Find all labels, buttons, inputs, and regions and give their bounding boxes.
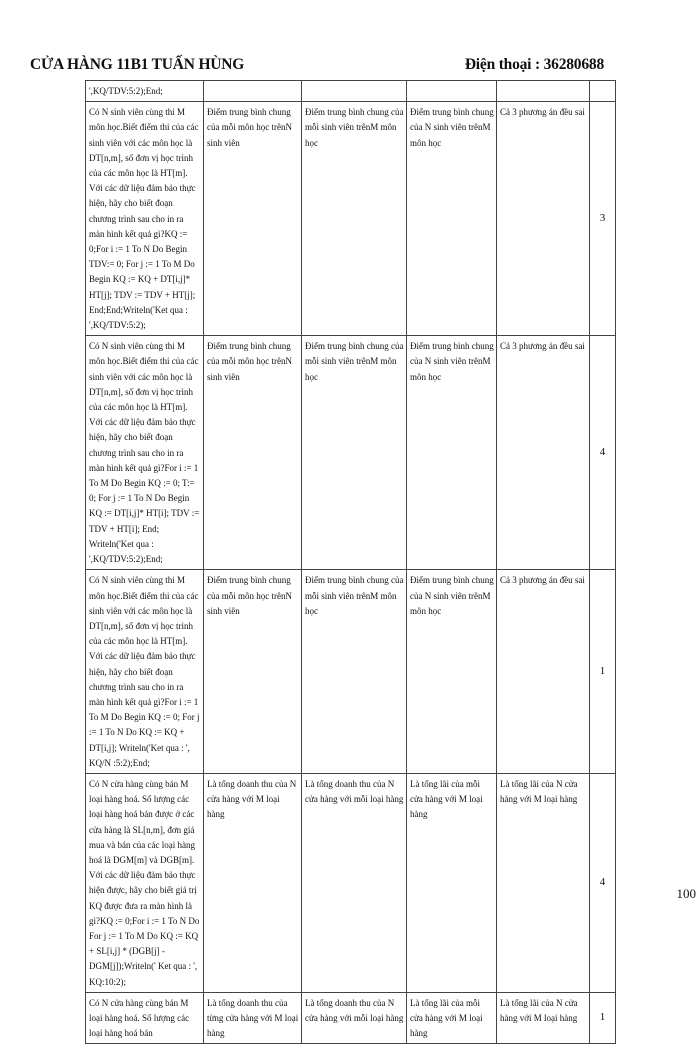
option-c-cell: Là tổng lãi của mỗi cửa hàng với M loại hàng bbox=[407, 992, 497, 1044]
table-row bbox=[86, 81, 616, 102]
option-a-cell: Là tổng doanh thu của từng cửa hàng với M loại hàng bbox=[204, 992, 302, 1044]
answer-cell: 4 bbox=[590, 336, 616, 570]
option-d-cell: Cả 3 phương án đều sai bbox=[497, 336, 590, 570]
answer-cell bbox=[590, 81, 616, 102]
question-cell: Có N cửa hàng cùng bán M loại hàng hoá. Số lượng các loại hàng hoá bán được ở các cửa hàng là SL[n,m], đơn giá mua và bán của các loại hàng hoá là DGM[m] và DGB[m]. Với các dữ liệu đảm bảo thực hiện được, hãy cho biết giá trị KQ được đưa ra màn hình là gì?KQ := 0;For i := 1 To N Do For j := 1 To M Do KQ := KQ + SL[i,j] * (DGB[j] - DGM[j]);Writeln(' Ket qua : ', KQ:10:2); bbox=[86, 773, 204, 992]
option-a-cell: Điểm trung bình chung của mỗi môn học trênN sinh viên bbox=[204, 570, 302, 774]
table-row bbox=[86, 570, 616, 774]
question-cell: Có N sinh viên cùng thi M môn học.Biết điểm thi của các sinh viên với các môn học là DT[n,m], số đơn vị học trình của các môn học là HT[m]. Với các dữ liệu đảm bảo thực hiện, hãy cho biết đoạn chương trình sau cho in ra màn hình kết quả gì?KQ := 0;For i := 1 To N Do Begin TDV:= 0; For j := 1 To M Do Begin KQ := KQ + DT[i,j]* HT[j]; TDV := TDV + HT[j]; End;End;Writeln('Ket qua : ',KQ/TDV:5:2); bbox=[86, 102, 204, 336]
option-b-cell: Điểm trung bình chung của mỗi sinh viên trênM môn học bbox=[302, 102, 407, 336]
option-a-cell: Điểm trung bình chung của mỗi môn học trênN sinh viên bbox=[204, 102, 302, 336]
phone-number: Điện thoại : 36280688 bbox=[464, 56, 604, 73]
option-c-cell: Điểm trung bình chung của N sinh viên trênM môn học bbox=[407, 336, 497, 570]
option-b-cell: Điểm trung bình chung của mỗi sinh viên trênM môn học bbox=[302, 336, 407, 570]
option-c-cell bbox=[407, 81, 497, 102]
option-c-cell: Điểm trung bình chung của N sinh viên trênM môn học bbox=[407, 570, 497, 774]
option-d-cell: Cả 3 phương án đều sai bbox=[497, 102, 590, 336]
option-a-cell bbox=[204, 81, 302, 102]
answer-cell: 3 bbox=[590, 102, 616, 336]
table-row bbox=[86, 773, 616, 992]
option-d-cell: Cả 3 phương án đều sai bbox=[497, 570, 590, 774]
option-a-cell: Điểm trung bình chung của mỗi môn học trênN sinh viên bbox=[204, 336, 302, 570]
table-row bbox=[86, 336, 616, 570]
option-c-cell: Là tổng lãi của mỗi cửa hàng với M loại hàng bbox=[407, 773, 497, 992]
question-cell: ',KQ/TDV:5:2);End; bbox=[86, 81, 204, 102]
table-row bbox=[86, 102, 616, 336]
question-cell: Có N sinh viên cùng thi M môn học.Biết điểm thi của các sinh viên với các môn học là DT[n,m], số đơn vị học trình của các môn học là HT[m]. Với các dữ liệu đảm bảo thực hiện, hãy cho biết đoạn chương trình sau cho in ra màn hình kết quả gì?For i := 1 To M Do Begin KQ := 0; For j := 1 To N Do KQ := KQ + DT[i,j]; Writeln('Ket qua : ', KQ/N :5:2);End; bbox=[86, 570, 204, 774]
table-row bbox=[86, 992, 616, 1044]
question-table bbox=[85, 80, 616, 1044]
option-d-cell bbox=[497, 81, 590, 102]
option-d-cell: Là tổng lãi của N cửa hàng với M loại hàng bbox=[497, 992, 590, 1044]
option-b-cell: Là tổng doanh thu của N cửa hàng với mỗi loại hàng bbox=[302, 773, 407, 992]
store-name: CỬA HÀNG 11B1 TUẤN HÙNG bbox=[30, 56, 245, 73]
question-cell: Có N sinh viên cùng thi M môn học.Biết điểm thi của các sinh viên với các môn học là DT[n,m], số đơn vị học trình của các môn học là HT[m]. Với các dữ liệu đảm bảo thực hiện, hãy cho biết đoạn chương trình sau cho in ra màn hình kết quả gì?For i := 1 To M Do Begin KQ := 0; T:= 0; For j := 1 To N Do Begin KQ := DT[i,j]* HT[i]; TDV := TDV + HT[i]; End; Writeln('Ket qua : ',KQ/TDV:5:2);End; bbox=[86, 336, 204, 570]
page-number: 100 bbox=[676, 886, 696, 901]
answer-cell: 1 bbox=[590, 570, 616, 774]
option-b-cell: Là tổng doanh thu của N cửa hàng với mỗi loại hàng bbox=[302, 992, 407, 1044]
option-b-cell bbox=[302, 81, 407, 102]
question-cell: Có N cửa hàng cùng bán M loại hàng hoá. Số lượng các loại hàng hoá bán bbox=[86, 992, 204, 1044]
option-b-cell: Điểm trung bình chung của mỗi sinh viên trênM môn học bbox=[302, 570, 407, 774]
answer-cell: 1 bbox=[590, 992, 616, 1044]
option-c-cell: Điểm trung bình chung của N sinh viên trênM môn học bbox=[407, 102, 497, 336]
option-a-cell: Là tổng doanh thu của N cửa hàng với M loại hàng bbox=[204, 773, 302, 992]
option-d-cell: Là tổng lãi của N cửa hàng với M loại hàng bbox=[497, 773, 590, 992]
answer-cell: 4 bbox=[590, 773, 616, 992]
